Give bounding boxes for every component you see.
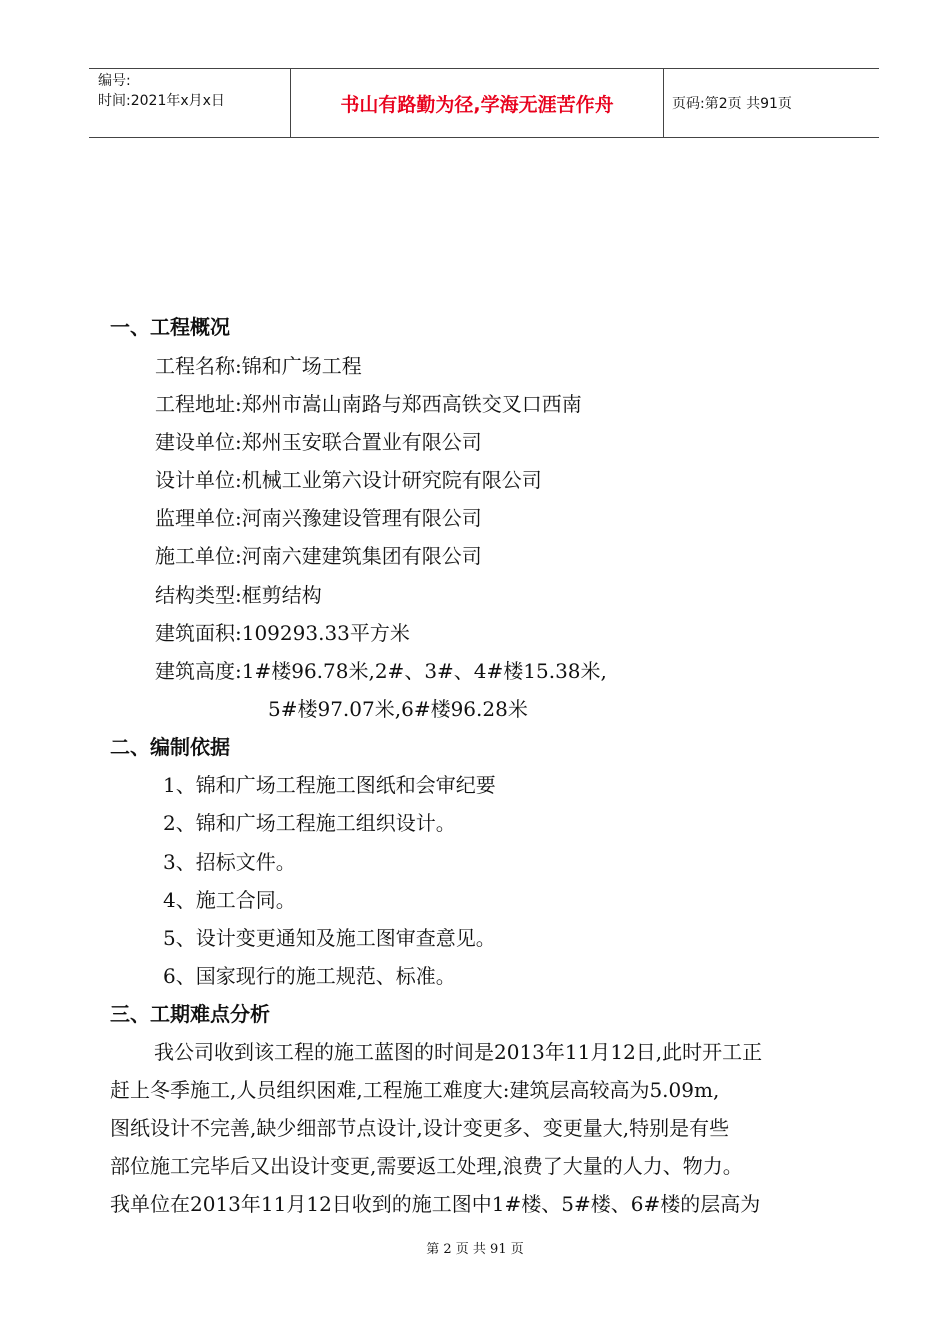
overview-line: 工程名称:锦和广场工程 [155, 354, 362, 378]
section-heading-overview: 一、工程概况 [110, 315, 230, 339]
paragraph-line: 赶上冬季施工,人员组织困难,工程施工难度大:建筑层高较高为5.09m, [110, 1078, 720, 1102]
paragraph-line: 部位施工完毕后又出设计变更,需要返工处理,浪费了大量的人力、物力。 [110, 1154, 743, 1178]
basis-item: 5、设计变更通知及施工图审查意见。 [163, 926, 496, 950]
basis-item: 1、锦和广场工程施工图纸和会审纪要 [163, 773, 496, 797]
overview-line: 建设单位:郑州玉安联合置业有限公司 [155, 430, 482, 454]
page-header [89, 68, 879, 138]
overview-line: 结构类型:框剪结构 [155, 583, 322, 607]
paragraph-line: 我公司收到该工程的施工蓝图的时间是2013年11月12日,此时开工正 [154, 1040, 763, 1064]
basis-item: 2、锦和广场工程施工组织设计。 [163, 811, 456, 835]
header-page-info: 页码:第2页 共91页 [672, 96, 792, 112]
overview-line: 工程地址:郑州市嵩山南路与郑西高铁交叉口西南 [155, 392, 582, 416]
overview-line: 建筑面积:109293.33平方米 [155, 621, 410, 645]
page-footer: 第 2 页 共 91 页 [426, 1242, 524, 1257]
header-motto: 书山有路勤为径,学海无涯苦作舟 [340, 94, 614, 116]
header-motto-cell [290, 69, 664, 137]
section-heading-basis: 二、编制依据 [110, 735, 230, 759]
section-heading-difficulty: 三、工期难点分析 [110, 1002, 270, 1026]
basis-item: 4、施工合同。 [163, 888, 296, 912]
document-time-label: 时间:2021年x月x日 [98, 93, 225, 109]
paragraph-line: 图纸设计不完善,缺少细部节点设计,设计变更多、变更量大,特别是有些 [110, 1116, 730, 1140]
overview-line-continuation: 5#楼97.07米,6#楼96.28米 [268, 697, 528, 721]
overview-line: 建筑高度:1#楼96.78米,2#、3#、4#楼15.38米, [155, 659, 607, 683]
overview-line: 监理单位:河南兴豫建设管理有限公司 [155, 506, 482, 530]
paragraph-line: 我单位在2013年11月12日收到的施工图中1#楼、5#楼、6#楼的层高为 [110, 1192, 761, 1216]
overview-line: 设计单位:机械工业第六设计研究院有限公司 [155, 468, 542, 492]
overview-line: 施工单位:河南六建建筑集团有限公司 [155, 544, 482, 568]
difficulty-paragraph [110, 1039, 862, 1229]
header-page-cell [663, 69, 879, 137]
header-meta-cell [89, 69, 290, 137]
basis-item: 6、国家现行的施工规范、标准。 [163, 964, 456, 988]
basis-item: 3、招标文件。 [163, 850, 296, 874]
document-number-label: 编号: [98, 73, 131, 89]
